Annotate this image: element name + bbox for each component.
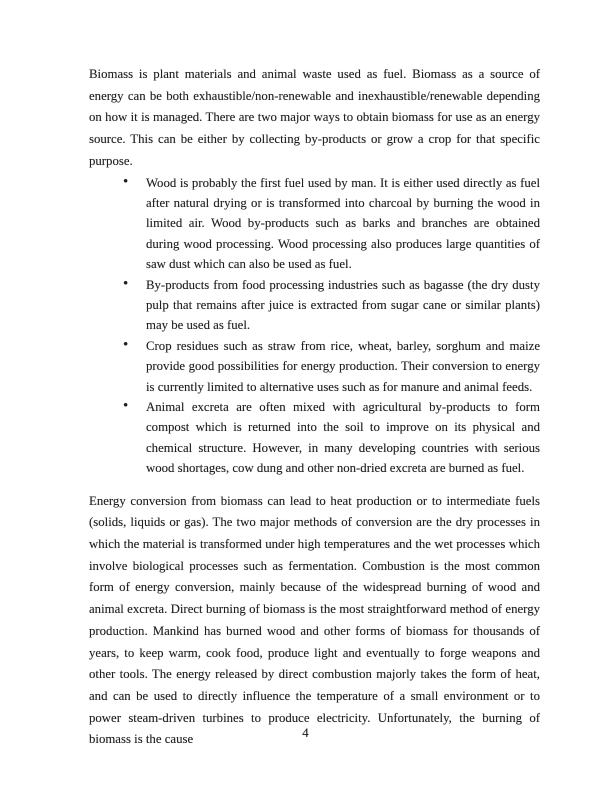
page-number: 4 <box>302 726 309 740</box>
bullet-item-food-byproducts <box>123 275 540 336</box>
bullet-item-wood <box>123 173 540 275</box>
bullet-dot-icon: • <box>123 397 129 414</box>
bullet-item-text: By-products from food processing industries such as bagasse (the dry dusty pulp that remains after juice is extracted from sugar cane or similar plants) may be used as fuel. <box>146 277 540 333</box>
bullet-item-text: Crop residues such as straw from rice, wheat, barley, sorghum and maize provide good possibilities for energy production. Their conversion to energy is currently limited to alternative uses such as for manure and animal feeds. <box>146 338 540 394</box>
bullet-dot-icon: • <box>123 173 129 190</box>
paragraph-energy-conversion: Energy conversion from biomass can lead to heat production or to intermediate fuels (solids, liquids or gas). The two major methods of conversion are the dry processes in which the material is transformed under high temperatures and the wet processes which involve biological processes such as fermentation. Combustion is the most common form of energy conversion, mainly because of the widespread burning of wood and animal excreta. Direct burning of biomass is the most straightforward method of energy production. Mankind has burned wood and other forms of biomass for thousands of years, to keep warm, cook food, produce light and eventually to forge weapons and other tools. The energy released by direct combustion majorly takes the form of heat, and can be used to directly influence the temperature of a small environment or to power steam-driven turbines to produce electricity. Unfortunately, the burning of biomass is the cause <box>89 493 540 747</box>
bullet-dot-icon: • <box>123 336 129 353</box>
bullet-item-animal-excreta <box>123 397 540 479</box>
bullet-item-crop-residues <box>123 336 540 397</box>
bullet-list <box>89 173 540 479</box>
bullet-dot-icon: • <box>123 275 129 292</box>
bullet-item-text: Wood is probably the first fuel used by man. It is either used directly as fuel after natural drying or is transformed into charcoal by burning the wood in limited air. Wood by-products such as barks and branches are obtained during wood processing. Wood processing also produces large quantities of saw dust which can also be used as fuel. <box>146 175 540 272</box>
bullet-item-text: Animal excreta are often mixed with agricultural by-products to form compost which is returned into the soil to improve on its physical and chemical structure. However, in many developing countries with serious wood shortages, cow dung and other non-dried excreta are burned as fuel. <box>146 399 540 476</box>
paragraph-intro: Biomass is plant materials and animal waste used as fuel. Biomass as a source of energy can be both exhaustible/non-renewable and inexhaustible/renewable depending on how it is managed. There are two major ways to obtain biomass for use as an energy source. This can be either by collecting by-products or grow a crop for that specific purpose. <box>89 67 540 168</box>
